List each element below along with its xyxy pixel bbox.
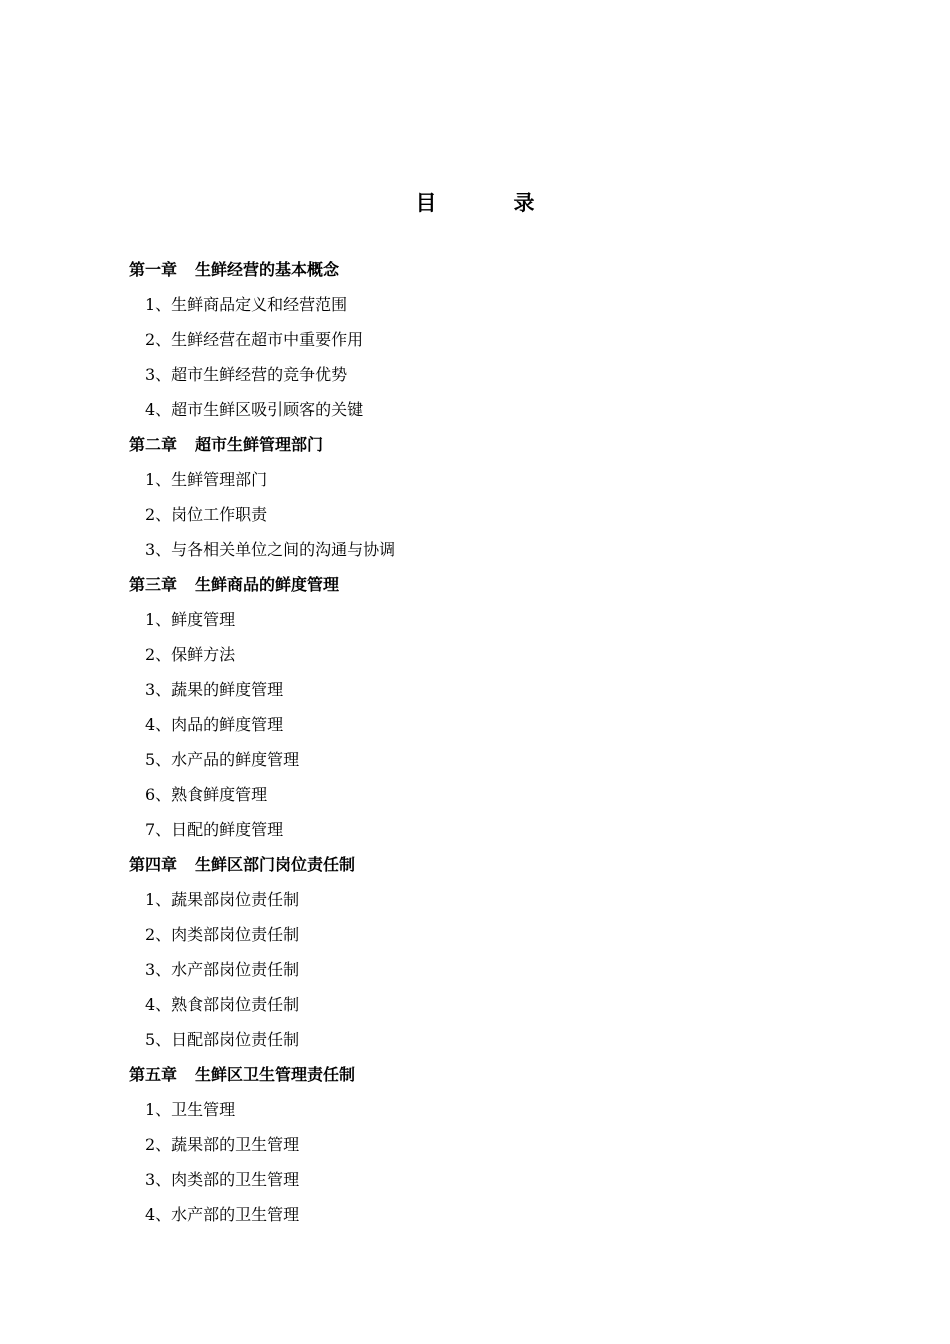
toc-section-item: 1、卫生管理: [145, 1100, 236, 1119]
toc-section-item: 5、日配部岗位责任制: [145, 1030, 300, 1049]
toc-section-item: 2、肉类部岗位责任制: [145, 925, 300, 944]
chapter-title: 生鲜商品的鲜度管理: [195, 575, 340, 594]
toc-section-item: 4、超市生鲜区吸引顾客的关键: [145, 400, 364, 419]
toc-section-item: 3、肉类部的卫生管理: [145, 1170, 300, 1189]
toc-section-item: 3、超市生鲜经营的竞争优势: [145, 365, 348, 384]
chapter-title: 生鲜经营的基本概念: [195, 260, 340, 279]
toc-section-item: 3、水产部岗位责任制: [145, 960, 300, 979]
chapter-title: 超市生鲜管理部门: [195, 435, 324, 454]
chapter-title: 生鲜区部门岗位责任制: [195, 855, 356, 874]
toc-section-item: 6、熟食鲜度管理: [145, 785, 268, 804]
toc-section-item: 3、与各相关单位之间的沟通与协调: [145, 540, 396, 559]
toc-section-item: 1、鲜度管理: [145, 610, 236, 629]
chapter-number: 第五章: [129, 1065, 178, 1084]
toc-section-item: 3、蔬果的鲜度管理: [145, 680, 284, 699]
toc-section-item: 1、生鲜商品定义和经营范围: [145, 295, 348, 314]
toc-section-item: 2、岗位工作职责: [145, 505, 268, 524]
toc-section-item: 1、生鲜管理部门: [145, 470, 268, 489]
chapter-number: 第四章: [129, 855, 178, 874]
toc-chapter-heading: [129, 570, 829, 605]
toc-section-item: 2、蔬果部的卫生管理: [145, 1135, 300, 1154]
toc-section-item: 4、熟食部岗位责任制: [145, 995, 300, 1014]
toc-chapter-heading: [129, 430, 829, 465]
toc-section-item: 4、肉品的鲜度管理: [145, 715, 284, 734]
chapter-title: 生鲜区卫生管理责任制: [195, 1065, 356, 1084]
toc-section-item: 5、水产品的鲜度管理: [145, 750, 300, 769]
toc-chapter-heading: [129, 1060, 829, 1095]
toc-title: 目 录: [415, 191, 563, 215]
toc-section-item: 4、水产部的卫生管理: [145, 1205, 300, 1224]
toc-section-item: 7、日配的鲜度管理: [145, 820, 284, 839]
toc-section-item: 2、保鲜方法: [145, 645, 236, 664]
toc-chapter-heading: [129, 255, 829, 290]
chapter-number: 第三章: [129, 575, 178, 594]
toc-section-item: 1、蔬果部岗位责任制: [145, 890, 300, 909]
chapter-number: 第二章: [129, 435, 178, 454]
toc-list: [129, 255, 829, 1235]
toc-chapter-heading: [129, 850, 829, 885]
chapter-number: 第一章: [129, 260, 178, 279]
toc-section-item: 2、生鲜经营在超市中重要作用: [145, 330, 364, 349]
